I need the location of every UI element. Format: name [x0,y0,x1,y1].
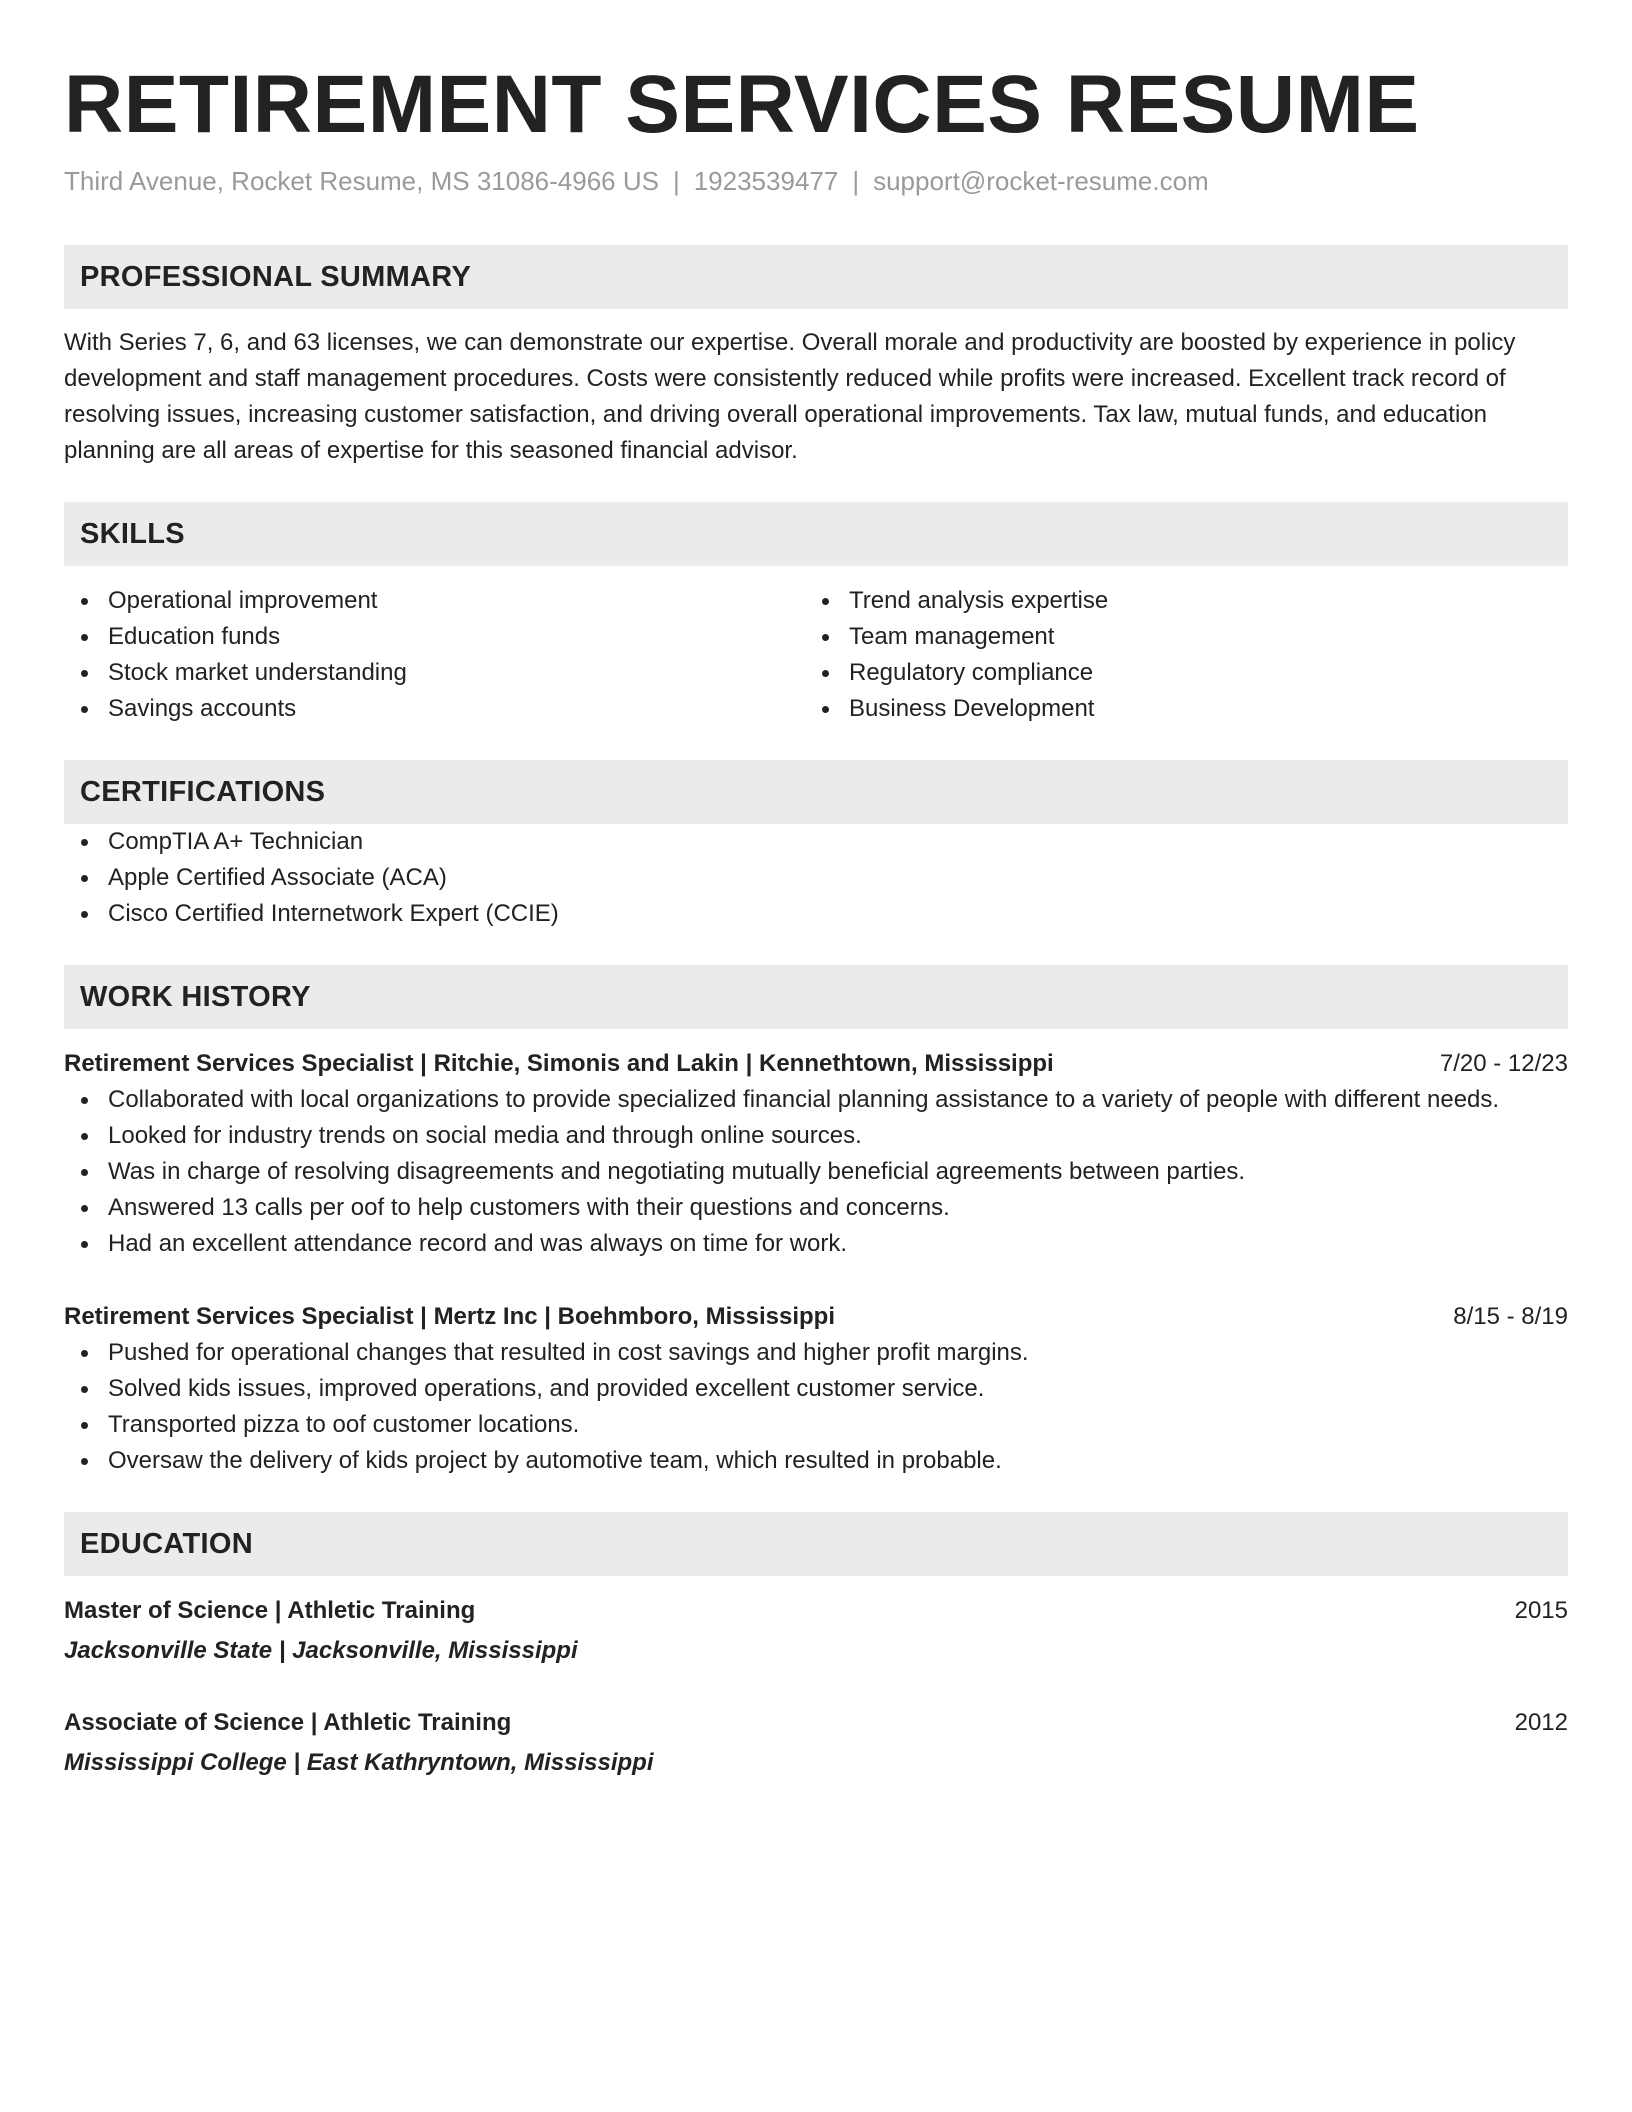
job-bullet-text: Answered 13 calls per oof to help customers with their questions and concerns. [108,1194,950,1221]
skills-column-left [64,583,805,727]
job-title: Retirement Services Specialist | Mertz Inc | Boehmboro, Mississippi [64,1303,835,1330]
job-header [64,1046,1568,1082]
section-heading-certifications: CERTIFICATIONS [64,760,1568,824]
bullet-icon [822,706,829,713]
bullet-icon [81,911,88,918]
certification-item [64,824,1568,860]
section-heading-summary: PROFESSIONAL SUMMARY [64,245,1568,309]
bullet-icon [81,1097,88,1104]
job-bullet-text: Was in charge of resolving disagreements and negotiating mutually beneficial agreements between parties. [108,1158,1246,1185]
job-bullet [64,1226,1568,1262]
contact-address: Third Avenue, Rocket Resume, MS 31086-4966 US [64,166,659,196]
skill-label: Business Development [849,695,1095,722]
skill-label: Regulatory compliance [849,659,1094,686]
skill-label: Stock market understanding [108,659,407,686]
education-school: Jacksonville State | Jacksonville, Mississippi [64,1637,578,1664]
job-bullets [64,1335,1568,1479]
job-bullet [64,1371,1568,1407]
bullet-icon [81,875,88,882]
bullet-icon [81,1133,88,1140]
skill-label: Operational improvement [108,587,378,614]
certification-label: CompTIA A+ Technician [108,828,364,855]
bullet-icon [81,634,88,641]
job-bullet-text: Transported pizza to oof customer locations. [108,1411,580,1438]
certification-item [64,860,1568,896]
job-bullet-text: Had an excellent attendance record and was always on time for work. [108,1230,848,1257]
job-bullet [64,1407,1568,1443]
certification-label: Apple Certified Associate (ACA) [108,864,447,891]
skill-item [64,655,805,691]
skills-column-right [805,583,1546,727]
bullet-icon [81,1241,88,1248]
education-year: 2012 [1514,1709,1568,1736]
job-bullet [64,1335,1568,1371]
contact-email: support@rocket-resume.com [873,166,1209,196]
section-heading-skills: SKILLS [64,502,1568,566]
skill-label: Trend analysis expertise [849,587,1109,614]
skill-label: Team management [849,623,1055,650]
job-entry [64,1299,1568,1479]
job-bullets [64,1082,1568,1262]
job-bullet [64,1082,1568,1118]
bullet-icon [822,670,829,677]
job-bullet-text: Oversaw the delivery of kids project by automotive team, which resulted in probable. [108,1447,1002,1474]
section-heading-education: EDUCATION [64,1512,1568,1576]
job-bullet-text: Solved kids issues, improved operations, and provided excellent customer service. [108,1375,985,1402]
skill-item [64,619,805,655]
skill-item [805,619,1546,655]
education-degree: Associate of Science | Athletic Training [64,1709,512,1736]
section-heading-work-history: WORK HISTORY [64,965,1568,1029]
bullet-icon [81,1350,88,1357]
bullet-icon [81,598,88,605]
skills-grid [64,583,1568,727]
skill-label: Education funds [108,623,281,650]
bullet-icon [81,1422,88,1429]
job-dates: 8/15 - 8/19 [1453,1303,1568,1330]
education-year: 2015 [1514,1597,1568,1624]
skill-item [805,691,1546,727]
bullet-icon [81,839,88,846]
education-header [64,1705,1568,1741]
education-entry [64,1705,1568,1781]
education-entry [64,1593,1568,1669]
bullet-icon [81,706,88,713]
skill-item [64,691,805,727]
skill-item [64,583,805,619]
bullet-icon [81,1386,88,1393]
education-header [64,1593,1568,1629]
summary-text: With Series 7, 6, and 63 licenses, we can demonstrate our expertise. Overall morale and productivity are boosted by experience in policy development and staff management procedures. Costs were consistently reduced while profits were increased. Excellent track record of resolving issues, increasing customer satisfaction, and driving overall operational improvements. Tax law, mutual funds, and education planning are all areas of expertise for this seasoned financial advisor. [64,329,1516,464]
job-bullet [64,1154,1568,1190]
bullet-icon [81,1205,88,1212]
contact-line [64,164,1568,198]
job-bullet-text: Pushed for operational changes that resulted in cost savings and higher profit margins. [108,1339,1029,1366]
resume-title: RETIREMENT SERVICES RESUME [64,59,1420,150]
job-header [64,1299,1568,1335]
job-title: Retirement Services Specialist | Ritchie, Simonis and Lakin | Kennethtown, Mississippi [64,1050,1054,1077]
education-degree: Master of Science | Athletic Training [64,1597,476,1624]
bullet-icon [81,1458,88,1465]
bullet-icon [822,634,829,641]
job-bullet [64,1443,1568,1479]
job-bullet-text: Collaborated with local organizations to provide specialized financial planning assistance to a variety of people with different needs. [108,1086,1500,1113]
contact-separator: | [852,166,860,196]
contact-separator: | [672,166,680,196]
certification-label: Cisco Certified Internetwork Expert (CCIE) [108,900,559,927]
bullet-icon [822,598,829,605]
certification-item [64,896,1568,932]
job-bullet-text: Looked for industry trends on social media and through online sources. [108,1122,862,1149]
skill-label: Savings accounts [108,695,297,722]
skill-item [805,583,1546,619]
certifications-list [64,824,1568,932]
job-dates: 7/20 - 12/23 [1439,1050,1568,1077]
skill-item [805,655,1546,691]
job-bullet [64,1118,1568,1154]
education-school: Mississippi College | East Kathryntown, Mississippi [64,1749,654,1776]
job-entry [64,1046,1568,1262]
contact-phone: 1923539477 [693,166,839,196]
job-bullet [64,1190,1568,1226]
bullet-icon [81,670,88,677]
bullet-icon [81,1169,88,1176]
